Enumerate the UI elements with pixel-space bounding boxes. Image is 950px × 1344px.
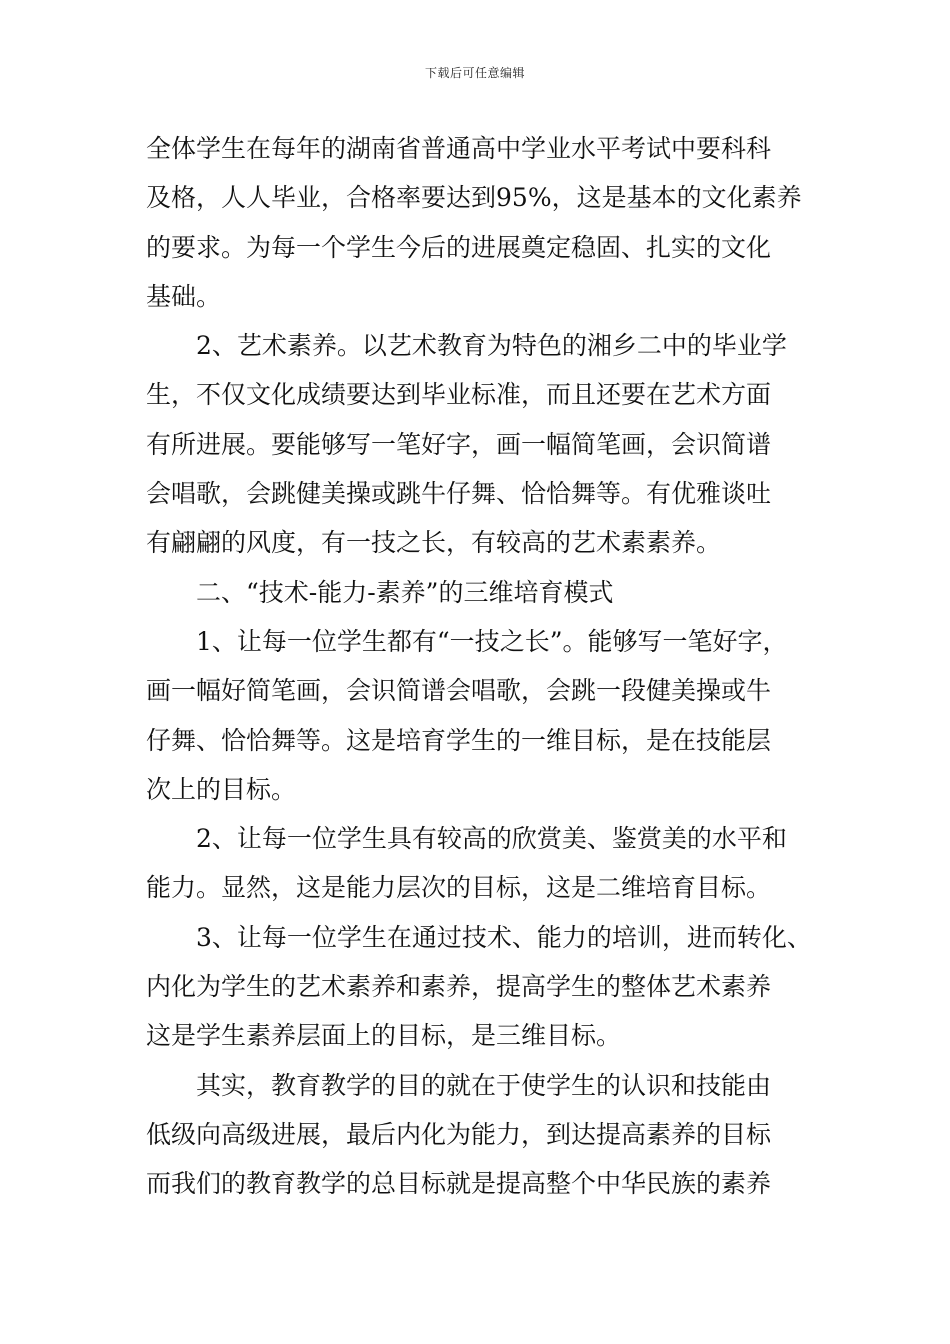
page-header: 下载后可任意编辑 — [424, 66, 525, 80]
text-line: 生，不仅文化成绩要达到毕业标准，而且还要在艺术方面 — [146, 380, 772, 410]
text-line: 有所进展。要能够写一笔好字，画一幅简笔画，会识简谱 — [146, 429, 772, 459]
text-line: 基础。 — [146, 281, 222, 311]
document-body — [146, 124, 816, 1209]
text-line: 能力。显然，这是能力层次的目标，这是二维培育目标。 — [146, 873, 772, 903]
text-line: 仔舞、恰恰舞等。这是培育学生的一维目标，是在技能层 — [146, 725, 772, 755]
text-line: 会唱歌，会跳健美操或跳牛仔舞、恰恰舞等。有优雅谈吐 — [146, 479, 772, 509]
text-line: 有翩翩的风度，有一技之长，有较高的艺术素素养。 — [146, 528, 722, 558]
text-line: 及格，人人毕业，合格率要达到95%，这是基本的文化素养 — [146, 183, 802, 213]
text-line: 内化为学生的艺术素养和素养，提高学生的整体艺术素养 — [146, 972, 772, 1002]
paragraph-start-line: 2、艺术素养。以艺术教育为特色的湘乡二中的毕业学 — [196, 331, 787, 361]
paragraph-start-line: 2、让每一位学生具有较高的欣赏美、鉴赏美的水平和 — [196, 824, 787, 854]
text-line: 画一幅好简笔画，会识简谱会唱歌，会跳一段健美操或牛 — [146, 676, 772, 706]
paragraph-start-line: 3、让每一位学生在通过技术、能力的培训，进而转化、 — [196, 922, 812, 952]
text-line: 全体学生在每年的湖南省普通高中学业水平考试中要科科 — [146, 134, 772, 163]
text-line: 这是学生素养层面上的目标，是三维目标。 — [146, 1021, 622, 1051]
text-line: 而我们的教育教学的总目标就是提高整个中华民族的素养 — [146, 1169, 772, 1199]
paragraph-start-line: 其实，教育教学的目的就在于使学生的认识和技能由 — [196, 1070, 772, 1100]
text-line: 的要求。为每一个学生今后的进展奠定稳固、扎实的文化 — [146, 232, 772, 262]
paragraph-start-line: 1、让每一位学生都有“一技之长”。能够写一笔好字， — [196, 626, 788, 656]
text-line: 低级向高级进展，最后内化为能力，到达提高素养的目标 — [146, 1119, 772, 1149]
section-heading: 二、“技术-能力-素养”的三维培育模式 — [196, 577, 614, 607]
text-line: 次上的目标。 — [146, 774, 297, 804]
